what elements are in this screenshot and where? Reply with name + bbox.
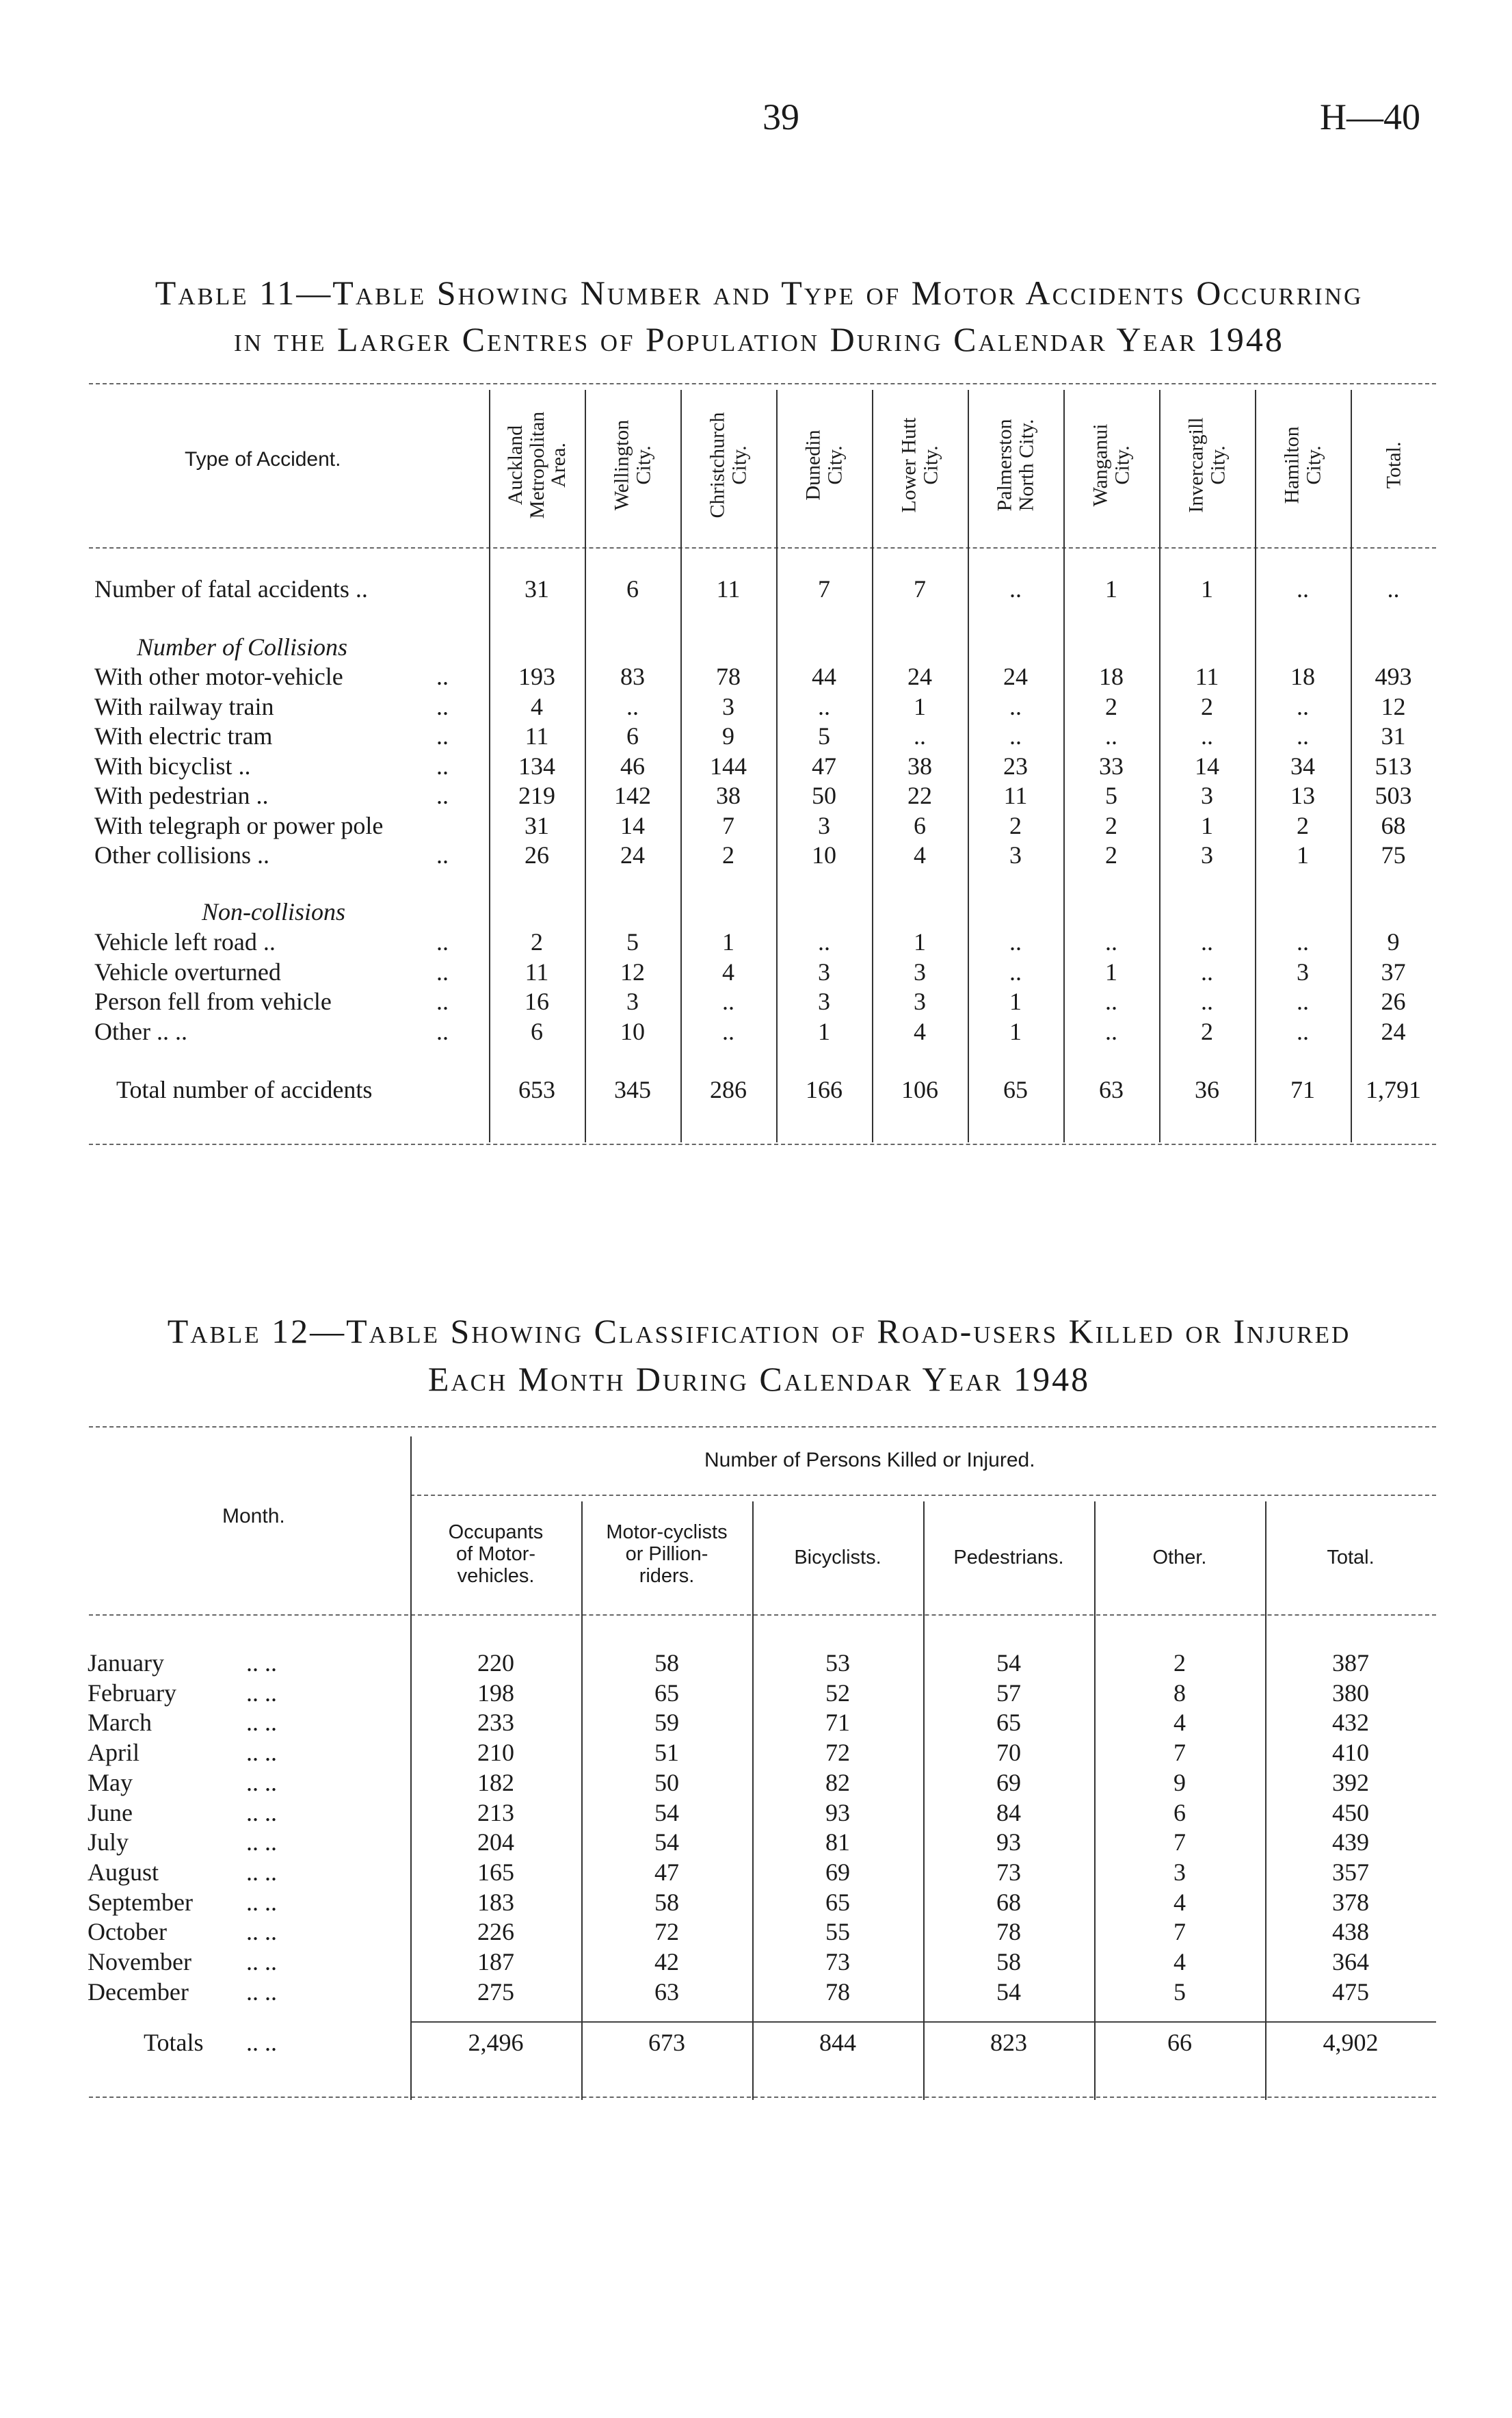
table11-cell: 513 — [1375, 752, 1412, 780]
table12-column-header: Bicyclists. — [794, 1547, 881, 1568]
table12-cell: 7 — [1173, 1828, 1186, 1856]
table12-month-label: June — [88, 1798, 133, 1826]
table11-cell: .. — [1105, 1017, 1117, 1045]
table11-cell: 12 — [1381, 692, 1406, 720]
table11-header-rule — [89, 547, 1436, 549]
table11-cell: 46 — [620, 752, 645, 780]
table12-cell: 226 — [477, 1918, 514, 1946]
table12-cell: 93 — [996, 1828, 1021, 1856]
table12-cell: 6 — [1173, 1798, 1186, 1826]
table11-row-label: With pedestrian .. — [94, 782, 269, 809]
table11-cell: 11 — [525, 722, 549, 750]
table11-cell: 10 — [620, 1017, 645, 1045]
table11-cell: 1 — [1297, 841, 1309, 869]
table11-cell: 3 — [914, 958, 926, 986]
table11-cell: 2 — [1201, 1017, 1213, 1045]
table11-row-label: Number of fatal accidents .. — [94, 575, 368, 603]
table11-column-header: Wellington City. — [610, 419, 654, 511]
table12-cell: 58 — [654, 1888, 679, 1916]
table11-cell: 3 — [1297, 958, 1309, 986]
table11-column-header: Wanganui City. — [1089, 423, 1133, 507]
table11-cell: .. — [1105, 988, 1117, 1015]
table12-month-header: Month. — [222, 1505, 285, 1527]
table12-cell: 7 — [1173, 1918, 1186, 1946]
table12-total-cell: 2,496 — [468, 2029, 524, 2056]
table12-cell: 53 — [825, 1649, 850, 1677]
table12-cell: 410 — [1332, 1739, 1369, 1767]
table12-cell: 78 — [996, 1918, 1021, 1946]
table11-row-label: With electric tram — [94, 722, 273, 750]
table11-total-cell: 65 — [1003, 1076, 1028, 1103]
table12-cell: 93 — [825, 1798, 850, 1826]
table11-column-header: Invercargill City. — [1184, 417, 1229, 513]
table11-cell: 16 — [525, 988, 549, 1015]
table12-column-divider — [581, 1501, 583, 2100]
table12-leader-dots: .. .. — [246, 1918, 277, 1946]
table12-group-rule — [410, 1495, 1436, 1496]
table11-cell: 2 — [1009, 811, 1022, 839]
table12-column-header: Total. — [1327, 1547, 1375, 1568]
table12-total-cell: 673 — [648, 2029, 685, 2056]
table11-cell: 18 — [1099, 663, 1124, 690]
table12-leader-dots: .. .. — [246, 1768, 277, 1796]
table12-month-label: February — [88, 1679, 176, 1707]
table11-cell: 24 — [1381, 1017, 1406, 1045]
table11-cell: 24 — [907, 663, 932, 690]
table11-cell: 6 — [626, 575, 639, 603]
table11-cell: .. — [722, 988, 734, 1015]
table11-total-cell: 653 — [518, 1076, 555, 1103]
table12-leader-dots: .. .. — [246, 1977, 277, 2006]
table11-leader-dots: .. — [436, 752, 449, 780]
table12-cell: 392 — [1332, 1768, 1369, 1796]
table11-leader-dots: .. — [436, 958, 449, 986]
table11-cell: 31 — [1381, 722, 1406, 750]
table12-cell: 380 — [1332, 1679, 1369, 1707]
table12-bottom-rule — [89, 2097, 1436, 2098]
table12-leader-dots: .. .. — [246, 1709, 277, 1737]
table11-cell: 3 — [722, 692, 734, 720]
table11-cell: 1 — [1009, 988, 1022, 1015]
table12-cell: 57 — [996, 1679, 1021, 1707]
table11-cell: 2 — [1201, 692, 1213, 720]
table11-cell: 3 — [914, 988, 926, 1015]
table12-cell: 438 — [1332, 1918, 1369, 1946]
table12-cell: 387 — [1332, 1649, 1369, 1677]
table11-cell: 9 — [722, 722, 734, 750]
table12-total-cell: 844 — [819, 2029, 856, 2056]
table11-total-cell: 106 — [901, 1076, 938, 1103]
table12-totals-label: Totals — [144, 2029, 204, 2056]
table11-cell: .. — [1297, 575, 1309, 603]
table11-cell: 1 — [914, 928, 926, 956]
table11-leader-dots: .. — [436, 988, 449, 1015]
table11-cell: 11 — [1003, 782, 1028, 809]
table12-leader-dots: .. .. — [246, 1649, 277, 1677]
table11-cell: .. — [914, 722, 926, 750]
table12-cell: 364 — [1332, 1948, 1369, 1975]
table11-cell: 50 — [812, 782, 836, 809]
table12-cell: 71 — [825, 1709, 850, 1737]
table12-leader-dots: .. .. — [246, 1888, 277, 1916]
table11-row-label: Person fell from vehicle — [94, 988, 332, 1015]
table11-cell: 11 — [525, 958, 549, 986]
table12-column-header: Occupants of Motor- vehicles. — [448, 1521, 544, 1587]
table11-bottom-rule — [89, 1144, 1436, 1145]
table12-title-line2: Each Month During Calendar Year 1948 — [427, 1360, 1091, 1398]
table11-cell: .. — [1387, 575, 1400, 603]
table11-cell: 13 — [1290, 782, 1315, 809]
table12-column-divider — [1265, 1501, 1266, 2100]
table12-month-label: December — [88, 1977, 189, 2006]
table12-cell: 432 — [1332, 1709, 1369, 1737]
table12-title-line1: Table 12—Table Showing Classification of Road-users Killed or Injured — [167, 1312, 1351, 1350]
table11-cell: 1 — [914, 692, 926, 720]
table12-cell: 72 — [654, 1918, 679, 1946]
table12-cell: 204 — [477, 1828, 514, 1856]
table12-month-label: March — [88, 1709, 152, 1737]
table11-cell: 4 — [914, 841, 926, 869]
table12-cell: 73 — [825, 1948, 850, 1975]
table11-cell: .. — [1009, 958, 1022, 986]
table12-cell: 357 — [1332, 1858, 1369, 1886]
table12-month-label: July — [88, 1828, 129, 1856]
table11-column-header: Total. — [1381, 441, 1405, 489]
table11-row-label: With railway train — [94, 692, 274, 720]
table12-cell: 3 — [1173, 1858, 1186, 1886]
table11-cell: 3 — [1201, 841, 1213, 869]
table12-cell: 72 — [825, 1739, 850, 1767]
table11-cell: 493 — [1375, 663, 1412, 690]
table11-cell: 24 — [1003, 663, 1028, 690]
table12-cell: 81 — [825, 1828, 850, 1856]
table11-cell: 38 — [907, 752, 932, 780]
table12-cell: 84 — [996, 1798, 1021, 1826]
table11-cell: 31 — [525, 811, 549, 839]
table11-leader-dots: .. — [436, 663, 449, 690]
table11-cell: .. — [1201, 722, 1213, 750]
table11-leader-dots: .. — [436, 722, 449, 750]
table12-cell: 233 — [477, 1709, 514, 1737]
table11-cell: 2 — [1297, 811, 1309, 839]
table11-cell: 1 — [1009, 1017, 1022, 1045]
table11-cell: .. — [1297, 1017, 1309, 1045]
table11-row-label: Other collisions .. — [94, 841, 269, 869]
table11-cell: 34 — [1290, 752, 1315, 780]
table11-cell: 193 — [518, 663, 555, 690]
table11-cell: 14 — [1195, 752, 1219, 780]
table11-cell: 503 — [1375, 782, 1412, 809]
table12-cell: 7 — [1173, 1739, 1186, 1767]
table11-column-header: Auckland Metropolitan Area. — [503, 411, 570, 519]
table12-cell: 58 — [654, 1649, 679, 1677]
table12-cell: 5 — [1173, 1977, 1186, 2006]
table12-cell: 4 — [1173, 1709, 1186, 1737]
table11-cell: 219 — [518, 782, 555, 809]
table11-title-line2: in the Larger Centres of Population During Calendar Year 1948 — [234, 320, 1284, 358]
table11-cell: 1 — [1105, 575, 1117, 603]
table11-cell: 33 — [1099, 752, 1124, 780]
table12-cell: 198 — [477, 1679, 514, 1707]
table12-cell: 82 — [825, 1768, 850, 1796]
table11-total-cell: 286 — [710, 1076, 747, 1103]
table12-cell: 8 — [1173, 1679, 1186, 1707]
table12-column-header: Motor-cyclists or Pillion- riders. — [606, 1521, 728, 1587]
table12-leader-dots: .. .. — [246, 1679, 277, 1707]
table12-cell: 65 — [996, 1709, 1021, 1737]
table11-total-cell: 1,791 — [1366, 1076, 1421, 1103]
table11-cell: 78 — [716, 663, 741, 690]
table12-header-rule — [89, 1614, 1436, 1616]
table11-cell: .. — [1009, 692, 1022, 720]
table12-cell: 50 — [654, 1768, 679, 1796]
table11-cell: 3 — [1009, 841, 1022, 869]
table12-cell: 51 — [654, 1739, 679, 1767]
table11-row-label: Vehicle overturned — [94, 958, 281, 986]
table11-cell: 9 — [1387, 928, 1400, 956]
table11-cell: .. — [1201, 988, 1213, 1015]
table11-row-label: Other .. .. — [94, 1017, 187, 1045]
table11-cell: .. — [1105, 722, 1117, 750]
table11-cell: 22 — [907, 782, 932, 809]
table11-cell: 11 — [1195, 663, 1219, 690]
table11-cell: .. — [1201, 928, 1213, 956]
table11-cell: .. — [1009, 722, 1022, 750]
table11-cell: .. — [1297, 988, 1309, 1015]
table12-group-header: Number of Persons Killed or Injured. — [704, 1449, 1035, 1471]
table12-cell: 4 — [1173, 1888, 1186, 1916]
table11-cell: 23 — [1003, 752, 1028, 780]
table11-top-rule — [89, 383, 1436, 384]
table12-column-header: Other. — [1152, 1547, 1207, 1568]
table11-cell: 4 — [722, 958, 734, 986]
table11-cell: 1 — [1201, 811, 1213, 839]
table11-leader-dots: .. — [436, 692, 449, 720]
table12-total-cell: 4,902 — [1323, 2029, 1379, 2056]
table12-cell: 275 — [477, 1977, 514, 2006]
table11-cell: 12 — [620, 958, 645, 986]
table11-cell: 18 — [1290, 663, 1315, 690]
table11-row-label: Vehicle left road .. — [94, 928, 276, 956]
table12-column-divider — [1094, 1501, 1096, 2100]
table11-leader-dots: .. — [436, 841, 449, 869]
table11-cell: 144 — [710, 752, 747, 780]
table11-cell: 142 — [614, 782, 651, 809]
table11-cell: 83 — [620, 663, 645, 690]
table12-cell: 378 — [1332, 1888, 1369, 1916]
table11-cell: 5 — [626, 928, 639, 956]
table11-cell: 38 — [716, 782, 741, 809]
table11-cell: 10 — [812, 841, 836, 869]
table11-cell: 3 — [818, 811, 830, 839]
table11-cell: .. — [1009, 928, 1022, 956]
table11-column-header: Dunedin City. — [801, 430, 846, 501]
table11-cell: 47 — [812, 752, 836, 780]
table11-cell: 14 — [620, 811, 645, 839]
table11-cell: .. — [818, 692, 830, 720]
table11-cell: 26 — [525, 841, 549, 869]
table12-cell: 69 — [996, 1768, 1021, 1796]
table11-cell: 134 — [518, 752, 555, 780]
table12-cell: 187 — [477, 1948, 514, 1975]
table12-cell: 54 — [996, 1649, 1021, 1677]
table12-cell: 54 — [654, 1798, 679, 1826]
table12-leader-dots: .. .. — [246, 1858, 277, 1886]
table11-cell: 7 — [722, 811, 734, 839]
table11-row-label: With bicyclist .. — [94, 752, 251, 780]
table11-column-header: Lower Hutt City. — [897, 417, 942, 513]
table12-total-cell: 823 — [990, 2029, 1027, 2056]
table11-cell: 2 — [531, 928, 543, 956]
table11-cell: 37 — [1381, 958, 1406, 986]
table12-cell: 4 — [1173, 1948, 1186, 1975]
table11-cell: .. — [1297, 928, 1309, 956]
table12-month-label: May — [88, 1768, 133, 1796]
table12-column-divider — [923, 1501, 925, 2100]
table12-column-divider — [752, 1501, 754, 2100]
table12-cell: 69 — [825, 1858, 850, 1886]
table12-total-cell: 66 — [1167, 2029, 1192, 2056]
table11-leader-dots: .. — [436, 928, 449, 956]
table11-cell: 2 — [1105, 841, 1117, 869]
table12-month-label: January — [88, 1649, 164, 1677]
table12-cell: 63 — [654, 1977, 679, 2006]
table11-cell: 7 — [818, 575, 830, 603]
table11-cell: 31 — [525, 575, 549, 603]
table11-cell: 1 — [722, 928, 734, 956]
table11-cell: 2 — [722, 841, 734, 869]
table11-total-label: Total number of accidents — [116, 1076, 373, 1103]
table12-cell: 475 — [1332, 1977, 1369, 2006]
table11-cell: .. — [722, 1017, 734, 1045]
table11-cell: 75 — [1381, 841, 1406, 869]
document-reference: H—40 — [1320, 96, 1420, 137]
table12-top-rule — [89, 1426, 1436, 1428]
table11-cell: 1 — [1201, 575, 1213, 603]
table11-cell: .. — [1105, 928, 1117, 956]
table11-cell: 11 — [716, 575, 741, 603]
table12-leader-dots: .. .. — [246, 2029, 277, 2056]
table11-cell: 6 — [914, 811, 926, 839]
page-number: 39 — [762, 96, 799, 137]
table11-cell: .. — [1201, 958, 1213, 986]
table11-row-label: With telegraph or power pole — [94, 811, 384, 839]
table11-cell: .. — [1009, 575, 1022, 603]
table11-leader-dots: .. — [436, 782, 449, 809]
table12-cell: 78 — [825, 1977, 850, 2006]
table11-cell: .. — [626, 692, 639, 720]
table11-cell: 1 — [1105, 958, 1117, 986]
table12-cell: 54 — [654, 1828, 679, 1856]
table11-total-cell: 71 — [1290, 1076, 1315, 1103]
table11-cell: 68 — [1381, 811, 1406, 839]
table12-cell: 450 — [1332, 1798, 1369, 1826]
table11-noncollisions-heading: Non-collisions — [202, 898, 346, 925]
table12-cell: 73 — [996, 1858, 1021, 1886]
table11-cell: 5 — [1105, 782, 1117, 809]
table11-total-cell: 63 — [1099, 1076, 1124, 1103]
table12-month-label: November — [88, 1948, 191, 1975]
table12-leader-dots: .. .. — [246, 1739, 277, 1767]
table11-cell: .. — [818, 928, 830, 956]
table12-cell: 58 — [996, 1948, 1021, 1975]
table12-cell: 183 — [477, 1888, 514, 1916]
table12-cell: 220 — [477, 1649, 514, 1677]
table11-cell: 4 — [531, 692, 543, 720]
table11-cell: 4 — [914, 1017, 926, 1045]
table12-column-header: Pedestrians. — [953, 1547, 1064, 1568]
table11-column-header: Hamilton City. — [1280, 426, 1325, 504]
table12-month-label: October — [88, 1918, 167, 1946]
table11-cell: 6 — [626, 722, 639, 750]
table11-total-cell: 36 — [1195, 1076, 1219, 1103]
table11-column-header: Palmerston North City. — [993, 419, 1037, 512]
table12-cell: 42 — [654, 1948, 679, 1975]
table11-cell: 3 — [818, 958, 830, 986]
table11-cell: 2 — [1105, 692, 1117, 720]
table12-month-label: August — [88, 1858, 159, 1886]
table11-cell: 3 — [818, 988, 830, 1015]
table11-cell: 5 — [818, 722, 830, 750]
table12-cell: 47 — [654, 1858, 679, 1886]
table11-column-header: Christchurch City. — [706, 412, 750, 518]
table12-cell: 165 — [477, 1858, 514, 1886]
table12-cell: 2 — [1173, 1649, 1186, 1677]
table12-cell: 65 — [825, 1888, 850, 1916]
table12-cell: 52 — [825, 1679, 850, 1707]
table11-cell: 24 — [620, 841, 645, 869]
table12-cell: 54 — [996, 1977, 1021, 2006]
table12-cell: 182 — [477, 1768, 514, 1796]
table11-cell: 1 — [818, 1017, 830, 1045]
table11-total-cell: 345 — [614, 1076, 651, 1103]
table11-cell: 6 — [531, 1017, 543, 1045]
table12-cell: 439 — [1332, 1828, 1369, 1856]
table12-cell: 9 — [1173, 1768, 1186, 1796]
table12-month-label: September — [88, 1888, 193, 1916]
table11-title-line1: Table 11—Table Showing Number and Type of Motor Accidents Occurring — [155, 274, 1364, 312]
table12-cell: 68 — [996, 1888, 1021, 1916]
table11-total-cell: 166 — [806, 1076, 843, 1103]
table11-cell: 26 — [1381, 988, 1406, 1015]
table12-cell: 210 — [477, 1739, 514, 1767]
table11-cell: 44 — [812, 663, 836, 690]
table12-leader-dots: .. .. — [246, 1798, 277, 1826]
table12-leader-dots: .. .. — [246, 1828, 277, 1856]
table11-collisions-heading: Number of Collisions — [137, 633, 348, 661]
table11-cell: 2 — [1105, 811, 1117, 839]
table12-cell: 65 — [654, 1679, 679, 1707]
table11-cell: 3 — [626, 988, 639, 1015]
table12-cell: 59 — [654, 1709, 679, 1737]
table12-cell: 55 — [825, 1918, 850, 1946]
table11-cell: 3 — [1201, 782, 1213, 809]
table11-row-label: With other motor-vehicle — [94, 663, 343, 690]
table11-type-header: Type of Accident. — [185, 448, 341, 471]
table11-cell: 7 — [914, 575, 926, 603]
table11-cell: .. — [1297, 722, 1309, 750]
table11-leader-dots: .. — [436, 1017, 449, 1045]
table12-leader-dots: .. .. — [246, 1948, 277, 1975]
table12-month-label: April — [88, 1739, 140, 1767]
table12-cell: 70 — [996, 1739, 1021, 1767]
table12-cell: 213 — [477, 1798, 514, 1826]
table11-cell: .. — [1297, 692, 1309, 720]
